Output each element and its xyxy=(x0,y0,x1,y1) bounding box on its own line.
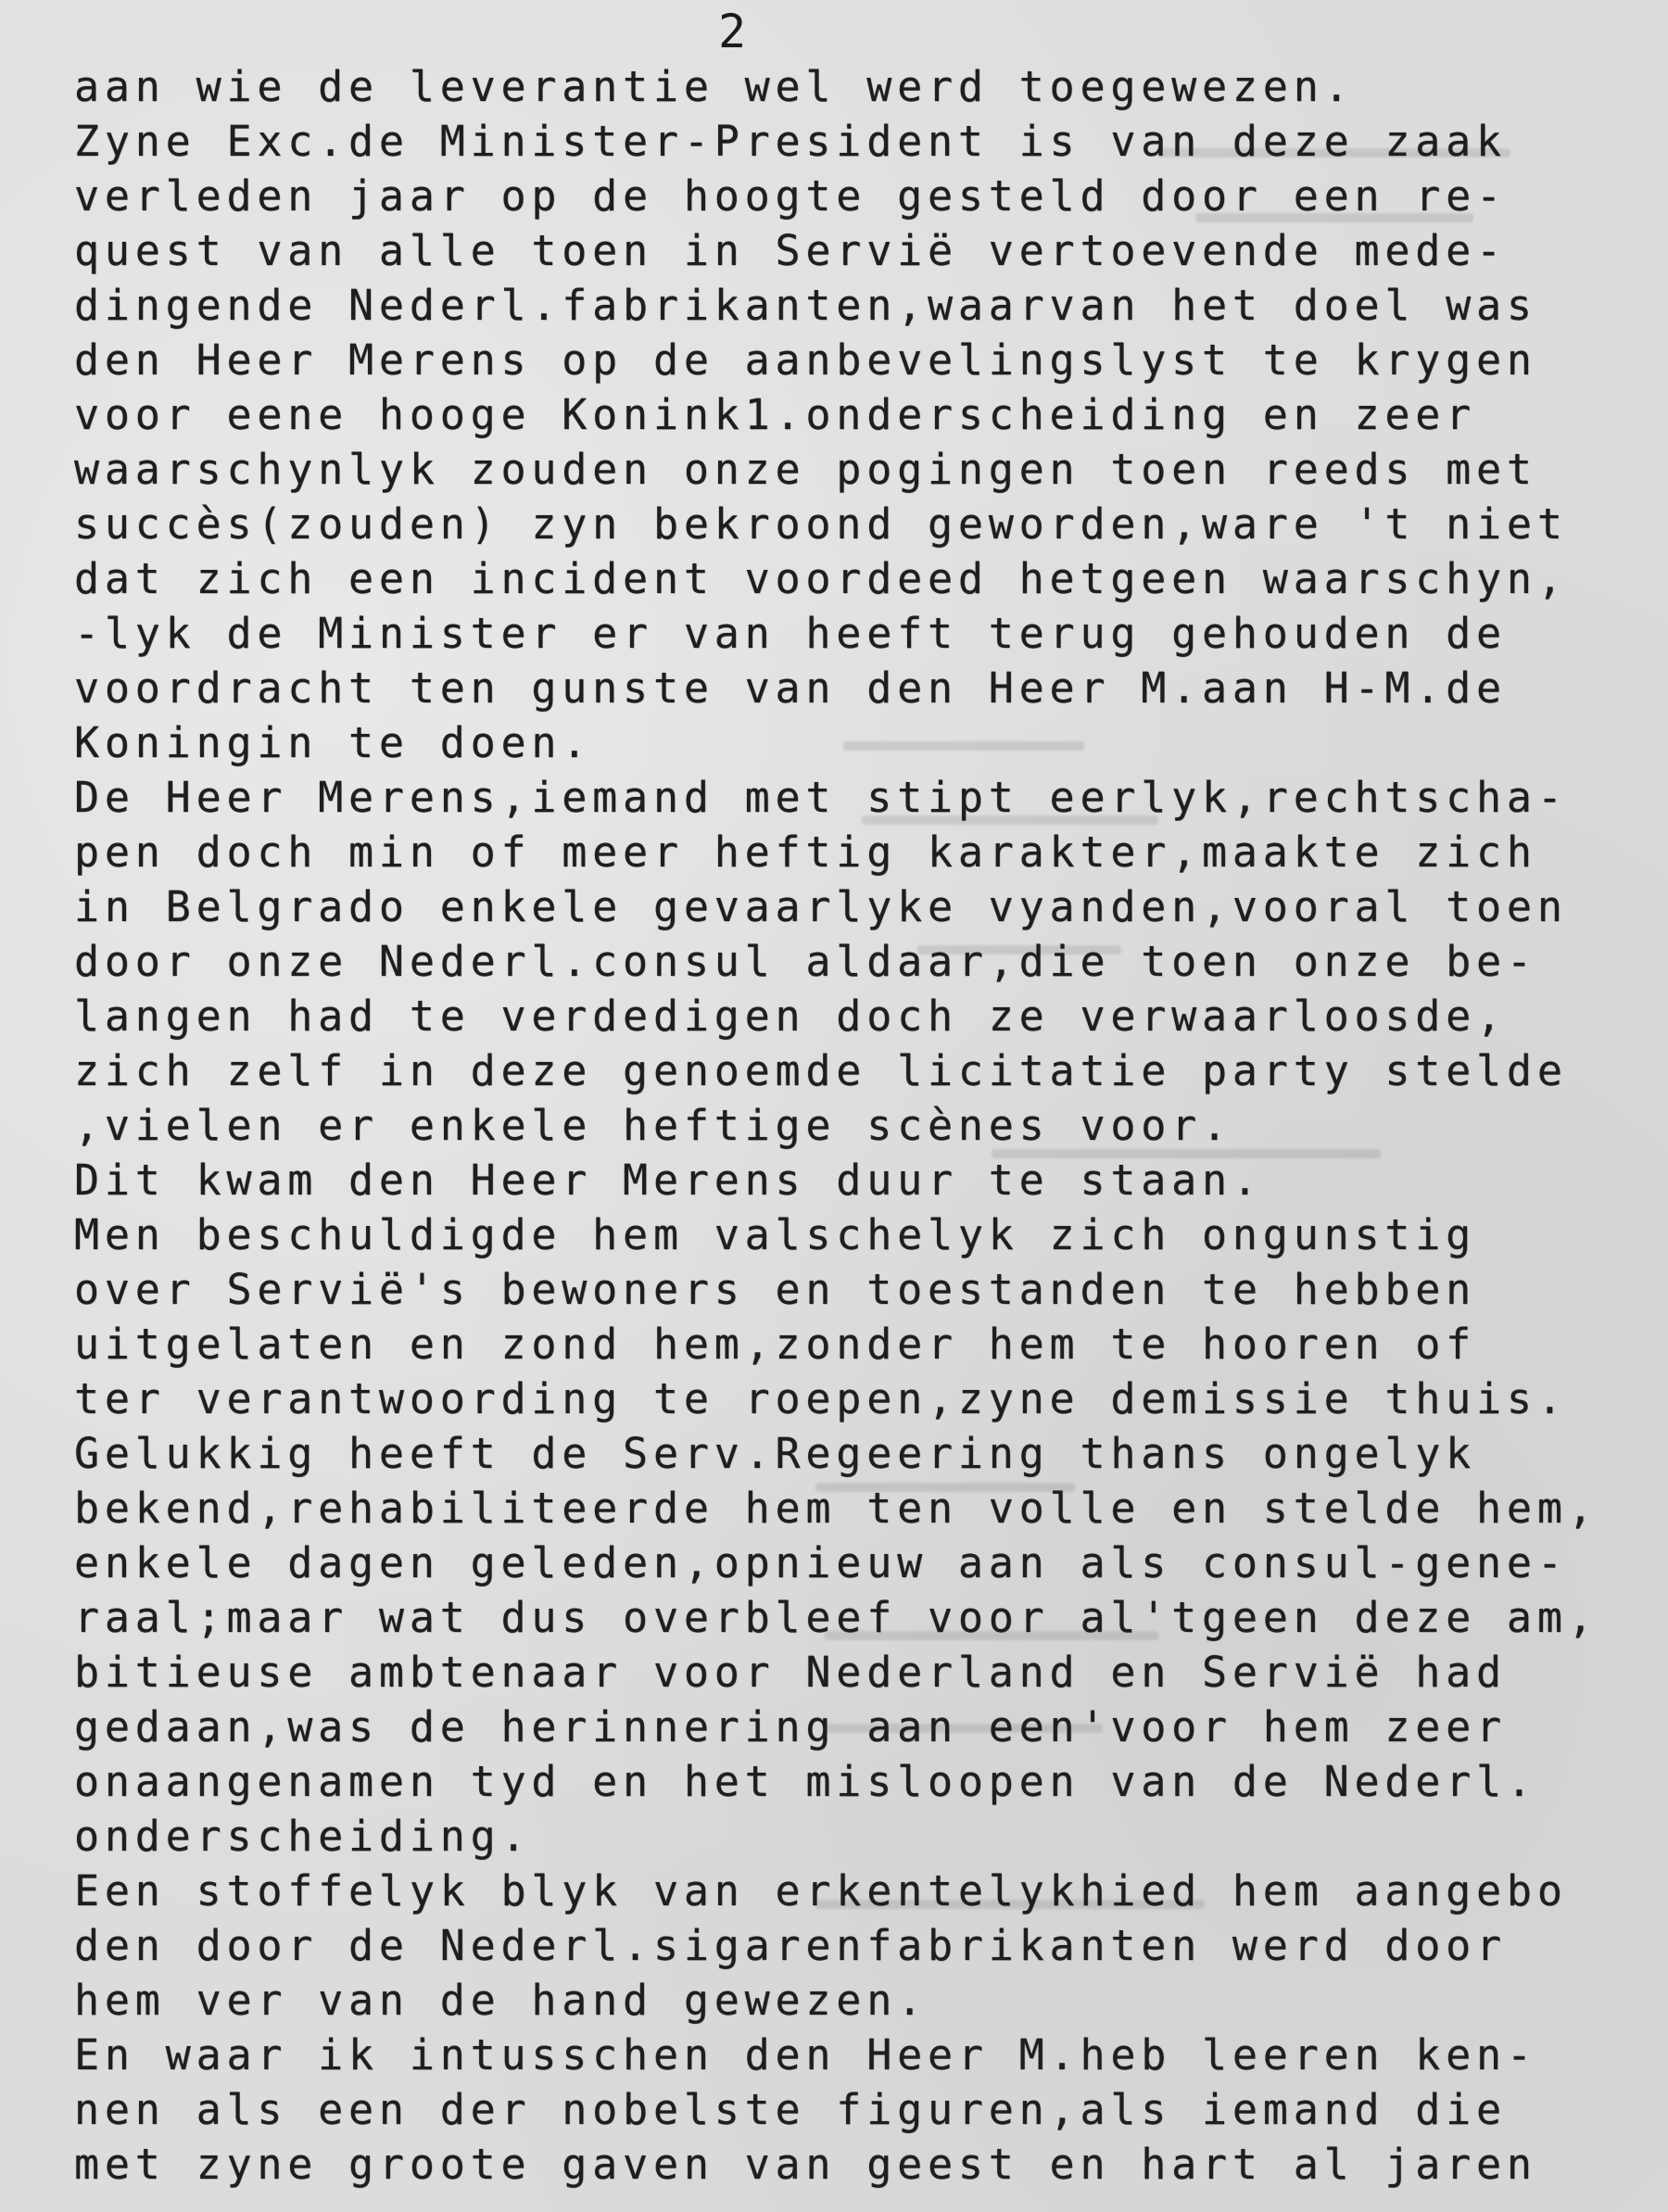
text-line: langen had te verdedigen doch ze verwaarloosde, xyxy=(74,992,1507,1041)
text-line: -lyk de Minister er van heeft terug gehouden de xyxy=(74,609,1507,658)
text-line: dingende Nederl.fabrikanten,waarvan het doel was xyxy=(74,281,1537,330)
text-line: ter verantwoording te roepen,zyne demissie thuis. xyxy=(74,1374,1568,1423)
typewritten-text-block xyxy=(74,59,1649,2192)
text-line: onaangenamen tyd en het misloopen van de Nederl. xyxy=(74,1757,1537,1806)
text-line: raal;maar wat dus overbleef voor al'tgeen deze am, xyxy=(74,1593,1598,1642)
text-line: den door de Nederl.sigarenfabrikanten werd door xyxy=(74,1921,1507,1970)
text-line: Dit kwam den Heer Merens duur te staan. xyxy=(74,1156,1263,1205)
text-line: Zyne Exc.de Minister-President is van deze zaak xyxy=(74,117,1507,166)
page-number: 2 xyxy=(717,5,747,58)
text-line: voor eene hooge Konink1.onderscheiding en zeer xyxy=(74,390,1477,439)
text-line: hem ver van de hand gewezen. xyxy=(74,1976,928,2025)
text-line: Een stoffelyk blyk van erkentelykhied hem aangebo xyxy=(74,1866,1568,1915)
text-line: succès(zouden) zyn bekroond geworden,ware 't niet xyxy=(74,499,1568,549)
text-line: in Belgrado enkele gevaarlyke vyanden,vooral toen xyxy=(74,882,1568,931)
text-line: Koningin te doen. xyxy=(74,718,593,767)
text-line: waarschynlyk zouden onze pogingen toen reeds met xyxy=(74,445,1537,494)
text-line: quest van alle toen in Servië vertoevende mede- xyxy=(74,226,1507,275)
text-line: Gelukkig heeft de Serv.Regeering thans ongelyk xyxy=(74,1429,1477,1478)
text-line: enkele dagen geleden,opnieuw aan als consul-gene- xyxy=(74,1538,1568,1587)
text-line: voordracht ten gunste van den Heer M.aan H-M.de xyxy=(74,664,1507,713)
text-line: aan wie de leverantie wel werd toegewezen. xyxy=(74,62,1355,111)
text-line: over Servië's bewoners en toestanden te hebben xyxy=(74,1265,1477,1314)
text-line: door onze Nederl.consul aldaar,die toen onze be- xyxy=(74,937,1537,986)
text-line: De Heer Merens,iemand met stipt eerlyk,rechtscha- xyxy=(74,773,1568,822)
text-line: bitieuse ambtenaar voor Nederland en Servië had xyxy=(74,1648,1507,1697)
text-line: gedaan,was de herinnering aan een'voor hem zeer xyxy=(74,1702,1507,1751)
text-line: met zyne groote gaven van geest en hart al jaren xyxy=(74,2140,1537,2189)
text-line: onderscheiding. xyxy=(74,1812,532,1861)
text-line: den Heer Merens op de aanbevelingslyst te krygen xyxy=(74,335,1537,385)
text-line: Men beschuldigde hem valschelyk zich ongunstig xyxy=(74,1210,1477,1259)
text-line: verleden jaar op de hoogte gesteld door een re- xyxy=(74,171,1507,221)
text-line: ,vielen er enkele heftige scènes voor. xyxy=(74,1101,1232,1150)
text-line: nen als een der nobelste figuren,als iemand die xyxy=(74,2085,1507,2134)
text-line: bekend,rehabiliteerde hem ten volle en stelde hem, xyxy=(74,1484,1598,1533)
text-line: zich zelf in deze genoemde licitatie party stelde xyxy=(74,1046,1568,1095)
text-line: pen doch min of meer heftig karakter,maakte zich xyxy=(74,828,1537,877)
text-line: uitgelaten en zond hem,zonder hem te hooren of xyxy=(74,1320,1477,1369)
text-line: En waar ik intusschen den Heer M.heb leeren ken- xyxy=(74,2030,1537,2079)
text-line: dat zich een incident voordeed hetgeen waarschyn, xyxy=(74,554,1568,603)
